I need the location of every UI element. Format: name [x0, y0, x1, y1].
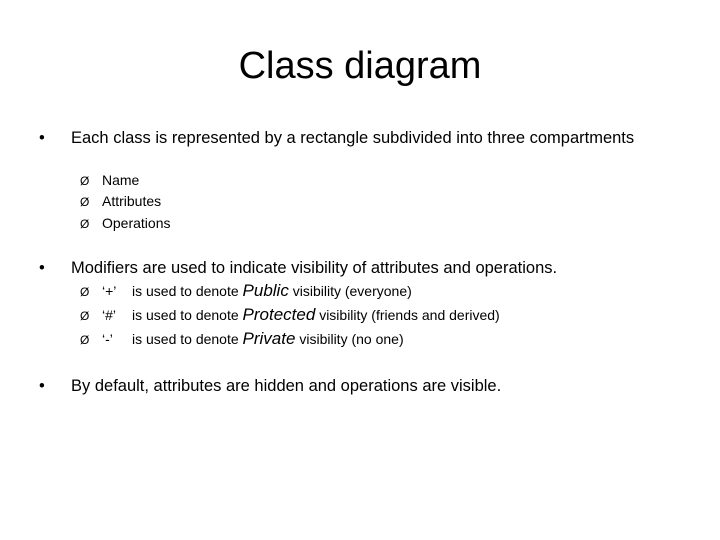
- arrow-bullet-icon: Ø: [80, 309, 90, 323]
- sub-bullet-text: Attributes: [102, 193, 162, 209]
- bullet-text: Each class is represented by a rectangle subdivided into three compartments: [71, 129, 635, 147]
- sub-bullet-item: [80, 281, 680, 302]
- arrow-bullet-icon: Ø: [80, 195, 90, 209]
- modifier-term: Protected: [242, 305, 316, 324]
- sub-bullet-item: [80, 213, 680, 234]
- sub-bullet-text: Name: [102, 172, 140, 188]
- modifier-post-text: visibility (everyone): [292, 283, 412, 299]
- bullet-dot: •: [39, 377, 45, 395]
- modifier-pre-text: is used to denote: [132, 307, 239, 323]
- bullet-dot: •: [39, 259, 45, 277]
- modifier-symbol: ‘#’: [102, 307, 117, 323]
- sub-bullet-item: [80, 305, 680, 326]
- arrow-bullet-icon: Ø: [80, 217, 90, 231]
- slide-title: Class diagram: [238, 45, 482, 87]
- bullet-item: [39, 128, 679, 148]
- sub-bullet-text: Operations: [102, 215, 171, 231]
- modifier-term: Private: [242, 329, 296, 348]
- modifier-post-text: visibility (friends and derived): [319, 307, 500, 323]
- modifier-pre-text: is used to denote: [132, 283, 239, 299]
- modifier-symbol: ‘+’: [102, 283, 117, 299]
- modifier-pre-text: is used to denote: [132, 331, 239, 347]
- bullet-text: Modifiers are used to indicate visibility of attributes and operations.: [71, 259, 558, 277]
- arrow-bullet-icon: Ø: [80, 285, 90, 299]
- modifier-symbol: ‘-’: [102, 331, 113, 347]
- sub-bullet-item: [80, 170, 680, 191]
- sub-bullet-item: [80, 329, 680, 350]
- arrow-bullet-icon: Ø: [80, 174, 90, 188]
- bullet-dot: •: [39, 129, 45, 147]
- modifier-post-text: visibility (no one): [299, 331, 404, 347]
- bullet-item: [39, 376, 679, 396]
- bullet-item: [39, 258, 679, 278]
- arrow-bullet-icon: Ø: [80, 333, 90, 347]
- sub-bullet-item: [80, 191, 680, 212]
- modifier-term: Public: [242, 281, 289, 300]
- bullet-text: By default, attributes are hidden and operations are visible.: [71, 377, 502, 395]
